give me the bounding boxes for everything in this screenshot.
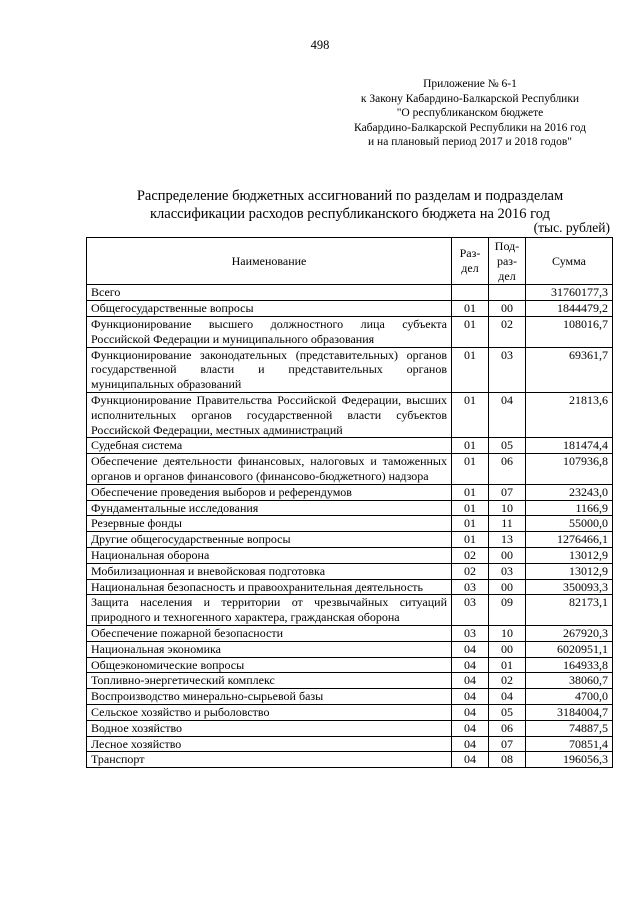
table-row [87, 301, 613, 317]
row-sum-cell: 70851,4 [526, 736, 613, 752]
table-row [87, 673, 613, 689]
row-name-cell: Судебная система [87, 438, 452, 454]
row-subsection-cell: 00 [489, 579, 526, 595]
page-number: 498 [310, 38, 330, 52]
row-sum-cell: 3184004,7 [526, 704, 613, 720]
row-subsection-cell: 05 [489, 704, 526, 720]
row-subsection-cell: 06 [489, 720, 526, 736]
row-name-cell: Обеспечение пожарной безопасности [87, 625, 452, 641]
table-row [87, 641, 613, 657]
table-row [87, 454, 613, 485]
row-subsection-cell: 00 [489, 301, 526, 317]
row-subsection-cell: 00 [489, 547, 526, 563]
row-subsection-cell: 02 [489, 316, 526, 347]
row-section-cell: 03 [452, 579, 489, 595]
row-name-cell: Общеэкономические вопросы [87, 657, 452, 673]
row-subsection-cell: 07 [489, 736, 526, 752]
row-subsection-cell: 04 [489, 392, 526, 437]
row-subsection-cell: 10 [489, 500, 526, 516]
row-sum-cell: 38060,7 [526, 673, 613, 689]
row-sum-cell: 196056,3 [526, 752, 613, 768]
row-subsection-cell: 06 [489, 454, 526, 485]
row-subsection-cell: 01 [489, 657, 526, 673]
row-name-cell: Национальная оборона [87, 547, 452, 563]
table-row [87, 547, 613, 563]
row-sum-cell: 13012,9 [526, 563, 613, 579]
row-name-cell: Защита населения и территории от чрезвычайных ситуаций природного и техногенного характера, гражданская оборона [87, 595, 452, 626]
row-subsection-cell: 03 [489, 563, 526, 579]
row-name-cell: Лесное хозяйство [87, 736, 452, 752]
row-sum-cell: 181474,4 [526, 438, 613, 454]
row-name-cell: Национальная безопасность и правоохранительная деятельность [87, 579, 452, 595]
table-row [87, 736, 613, 752]
row-name-cell: Мобилизационная и вневойсковая подготовка [87, 563, 452, 579]
row-subsection-cell: 13 [489, 532, 526, 548]
row-subsection-cell: 07 [489, 484, 526, 500]
table-row [87, 285, 613, 301]
row-sum-cell: 4700,0 [526, 689, 613, 705]
row-section-cell: 04 [452, 689, 489, 705]
row-section-cell: 01 [452, 516, 489, 532]
row-name-cell: Национальная экономика [87, 641, 452, 657]
row-section-cell: 04 [452, 641, 489, 657]
row-section-cell: 01 [452, 454, 489, 485]
row-section-cell [452, 285, 489, 301]
row-sum-cell: 1844479,2 [526, 301, 613, 317]
row-sum-cell: 267920,3 [526, 625, 613, 641]
document-title [85, 188, 615, 223]
row-sum-cell: 13012,9 [526, 547, 613, 563]
table-row [87, 579, 613, 595]
row-sum-cell: 82173,1 [526, 595, 613, 626]
row-section-cell: 02 [452, 547, 489, 563]
row-section-cell: 01 [452, 347, 489, 392]
row-subsection-cell: 04 [489, 689, 526, 705]
row-name-cell: Другие общегосударственные вопросы [87, 532, 452, 548]
table-row [87, 532, 613, 548]
row-name-cell: Функционирование Правительства Российской Федерации, высших исполнительных органов государственной власти субъектов Российской Федерации, местных администраций [87, 392, 452, 437]
row-name-cell: Фундаментальные исследования [87, 500, 452, 516]
appendix-line: и на плановый период 2017 и 2018 годов" [368, 136, 572, 148]
appendix-header [320, 77, 620, 150]
row-section-cell: 04 [452, 736, 489, 752]
row-name-cell: Топливно-энергетический комплекс [87, 673, 452, 689]
row-section-cell: 01 [452, 438, 489, 454]
row-name-cell: Воспроизводство минерально-сырьевой базы [87, 689, 452, 705]
header-subsection: Под- раз- дел [489, 238, 526, 285]
row-section-cell: 03 [452, 595, 489, 626]
row-section-cell: 04 [452, 752, 489, 768]
row-section-cell: 04 [452, 704, 489, 720]
row-sum-cell: 1276466,1 [526, 532, 613, 548]
table-row [87, 625, 613, 641]
table-row [87, 657, 613, 673]
row-subsection-cell: 05 [489, 438, 526, 454]
row-sum-cell: 108016,7 [526, 316, 613, 347]
table-row [87, 484, 613, 500]
row-name-cell: Функционирование законодательных (представительных) органов государственной власти и представительных органов муниципальных образований [87, 347, 452, 392]
row-subsection-cell: 09 [489, 595, 526, 626]
title-line-1: Распределение бюджетных ассигнований по разделам и подразделам [136, 188, 564, 204]
row-sum-cell: 164933,8 [526, 657, 613, 673]
row-sum-cell: 107936,8 [526, 454, 613, 485]
row-subsection-cell: 11 [489, 516, 526, 532]
table-row [87, 704, 613, 720]
appendix-line: "О республиканском бюджете [396, 107, 544, 119]
units-label: (тыс. рублей) [533, 220, 610, 235]
row-sum-cell: 31760177,3 [526, 285, 613, 301]
table-row [87, 752, 613, 768]
row-section-cell: 01 [452, 301, 489, 317]
title-line-2: классификации расходов республиканского бюджета на 2016 год [150, 205, 550, 222]
row-section-cell: 02 [452, 563, 489, 579]
table-row [87, 500, 613, 516]
row-name-cell: Общегосударственные вопросы [87, 301, 452, 317]
table-row [87, 516, 613, 532]
row-subsection-cell: 02 [489, 673, 526, 689]
row-name-cell: Функционирование высшего должностного лица субъекта Российской Федерации и муниципального образования [87, 316, 452, 347]
table-row [87, 720, 613, 736]
table-row [87, 563, 613, 579]
row-section-cell: 01 [452, 500, 489, 516]
table-row [87, 392, 613, 437]
row-section-cell: 04 [452, 657, 489, 673]
budget-table [86, 237, 613, 768]
row-sum-cell: 6020951,1 [526, 641, 613, 657]
row-sum-cell: 350093,3 [526, 579, 613, 595]
table-row [87, 316, 613, 347]
row-subsection-cell: 10 [489, 625, 526, 641]
row-subsection-cell [489, 285, 526, 301]
row-name-cell: Обеспечение проведения выборов и референдумов [87, 484, 452, 500]
table-row [87, 438, 613, 454]
table-body [87, 285, 613, 768]
row-section-cell: 04 [452, 673, 489, 689]
row-sum-cell: 55000,0 [526, 516, 613, 532]
row-name-cell: Транспорт [87, 752, 452, 768]
row-section-cell: 01 [452, 392, 489, 437]
row-subsection-cell: 00 [489, 641, 526, 657]
table-row [87, 689, 613, 705]
header-name: Наименование [87, 238, 452, 285]
row-section-cell: 04 [452, 720, 489, 736]
row-sum-cell: 1166,9 [526, 500, 613, 516]
appendix-line: Приложение № 6-1 [423, 78, 517, 90]
row-subsection-cell: 08 [489, 752, 526, 768]
row-section-cell: 03 [452, 625, 489, 641]
row-sum-cell: 23243,0 [526, 484, 613, 500]
header-sum: Сумма [526, 238, 613, 285]
header-section: Раз- дел [452, 238, 489, 285]
row-sum-cell: 69361,7 [526, 347, 613, 392]
row-section-cell: 01 [452, 316, 489, 347]
appendix-line: к Закону Кабардино-Балкарской Республики [360, 92, 580, 105]
table-row [87, 347, 613, 392]
row-subsection-cell: 03 [489, 347, 526, 392]
row-sum-cell: 21813,6 [526, 392, 613, 437]
row-section-cell: 01 [452, 532, 489, 548]
table-header-row [87, 238, 613, 285]
table-row [87, 595, 613, 626]
row-name-cell: Сельское хозяйство и рыболовство [87, 704, 452, 720]
appendix-line: Кабардино-Балкарской Республики на 2016 год [354, 121, 586, 134]
row-sum-cell: 74887,5 [526, 720, 613, 736]
row-section-cell: 01 [452, 484, 489, 500]
row-name-cell: Обеспечение деятельности финансовых, налоговых и таможенных органов и органов финансового (финансово-бюджетного) надзора [87, 454, 452, 485]
row-name-cell: Резервные фонды [87, 516, 452, 532]
row-name-cell: Водное хозяйство [87, 720, 452, 736]
row-name-cell: Всего [87, 285, 452, 301]
